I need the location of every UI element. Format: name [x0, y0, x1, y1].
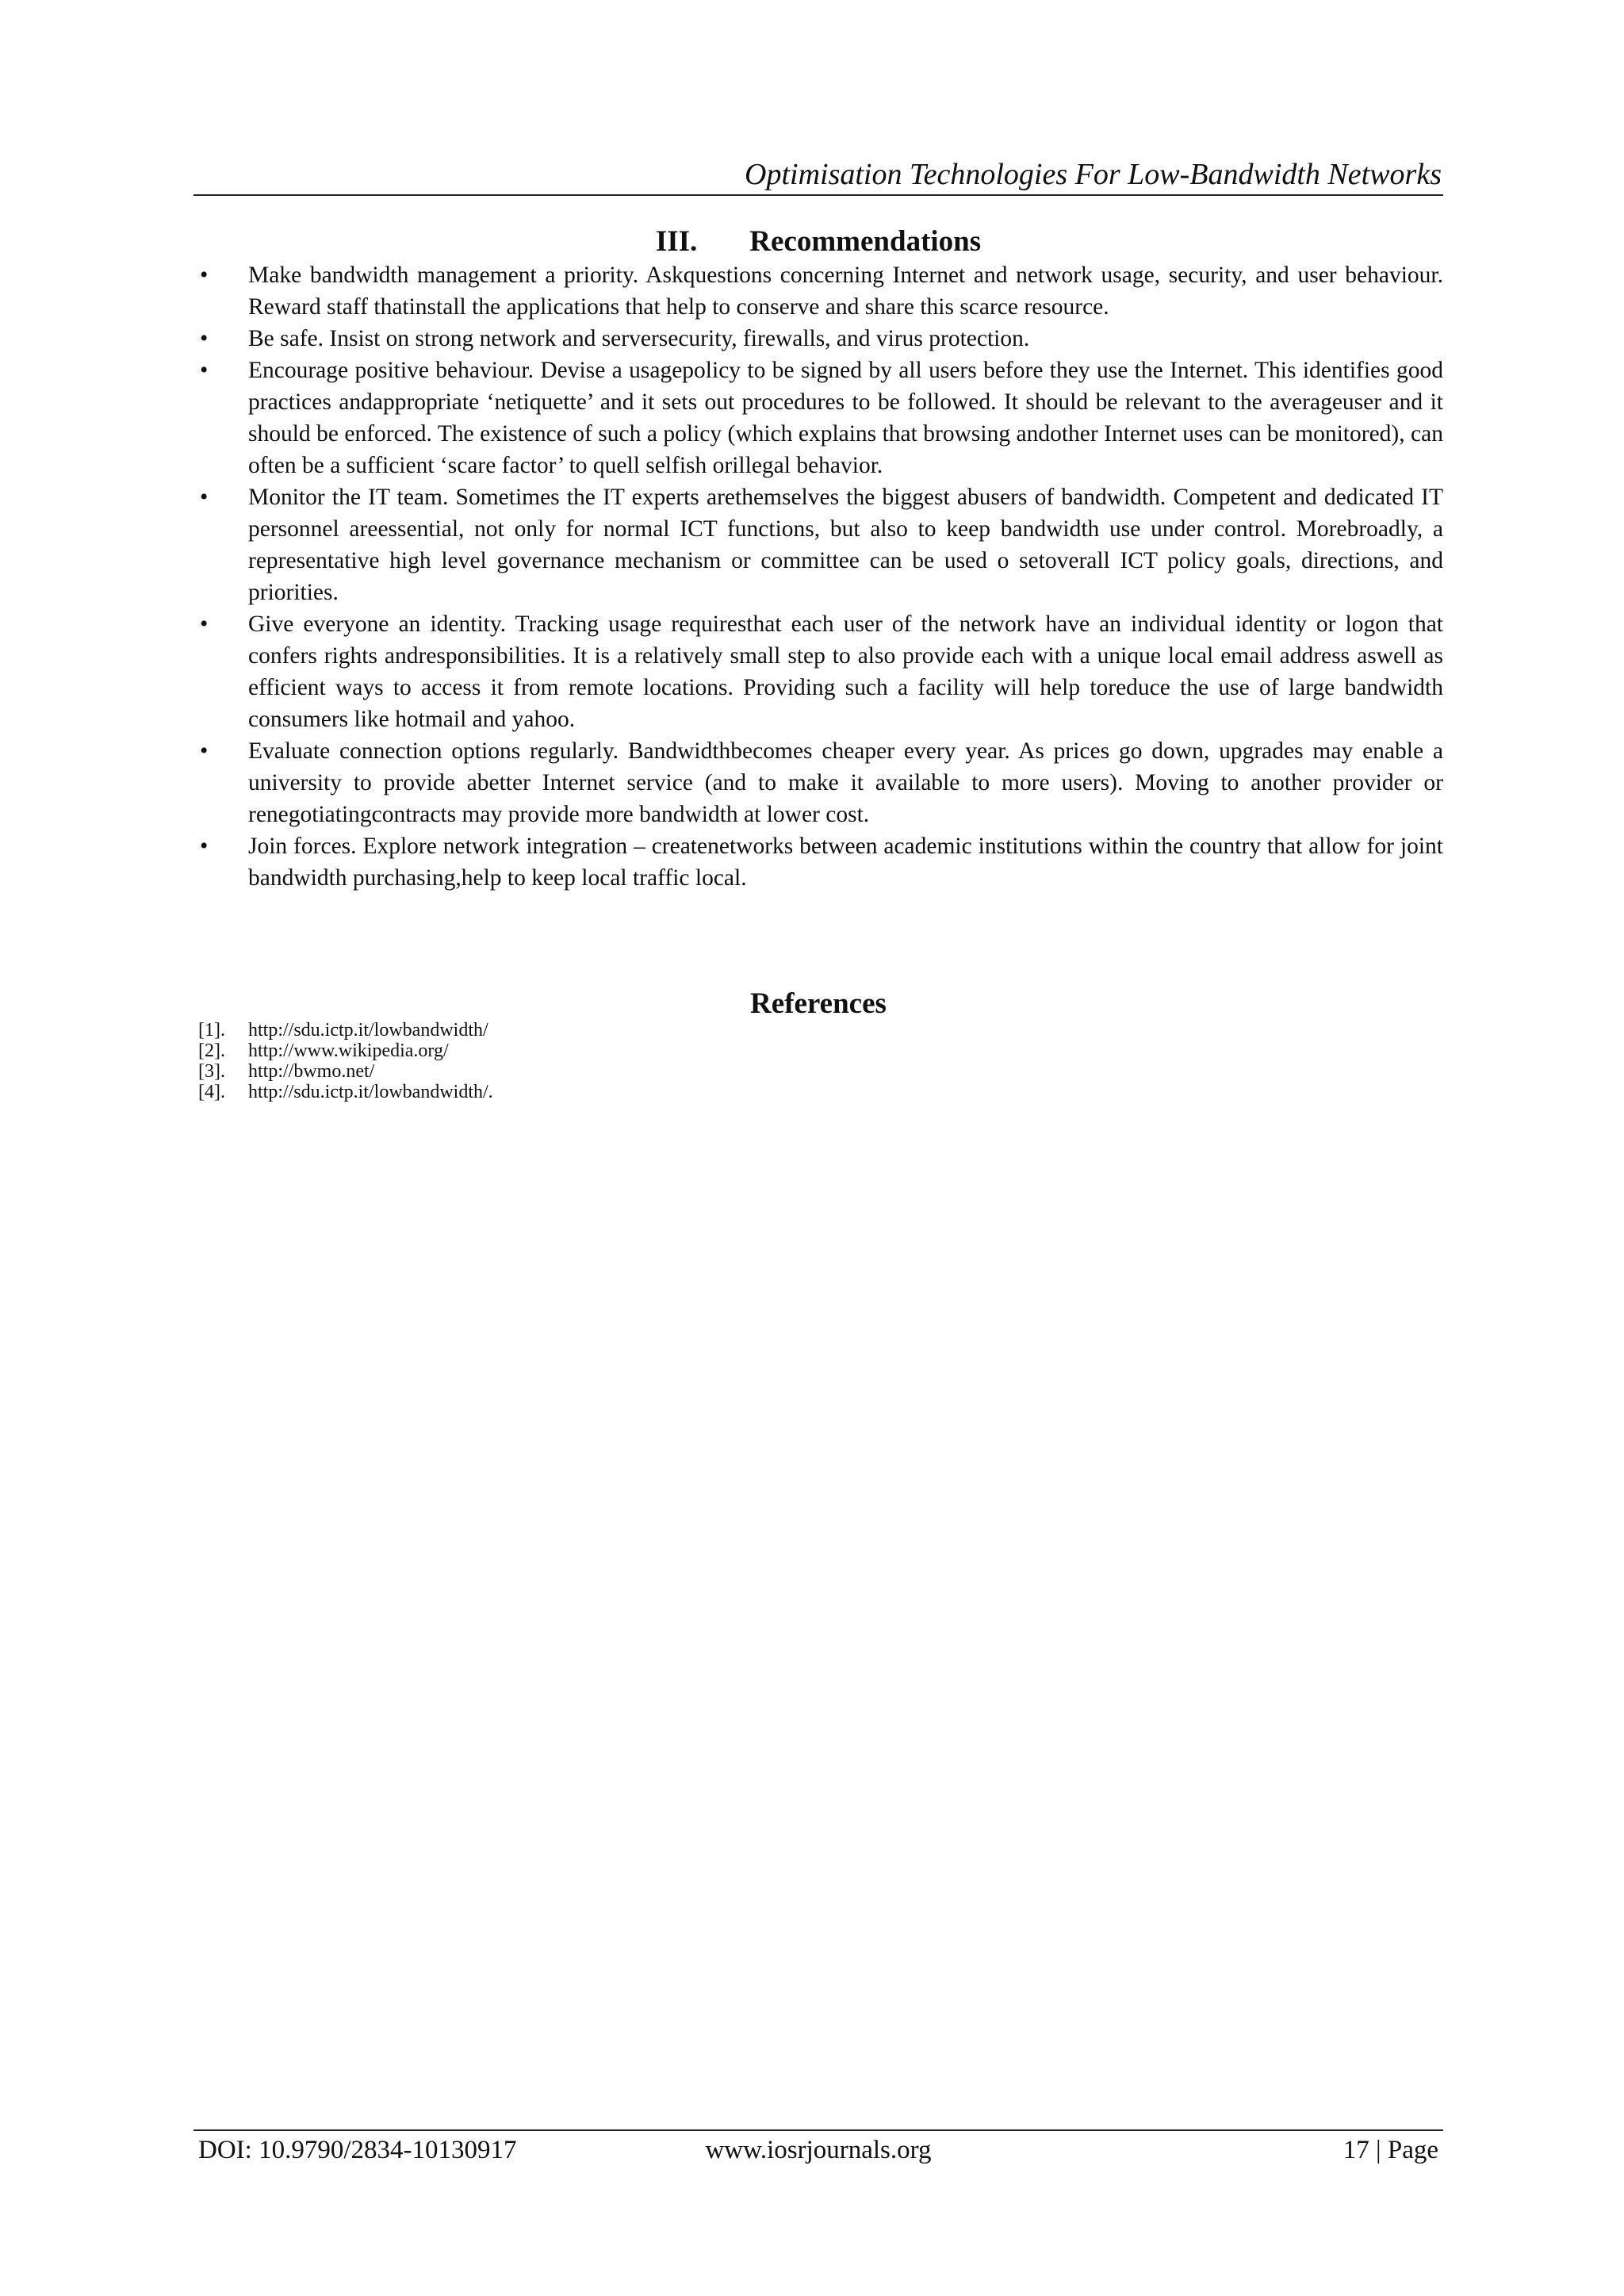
bullet-marker: • — [200, 263, 209, 288]
recommendation-item — [193, 830, 1443, 894]
bullet-marker: • — [200, 485, 209, 510]
references-heading: References — [750, 987, 887, 1020]
recommendation-item — [193, 355, 1443, 481]
recommendation-item — [193, 259, 1443, 323]
bullet-marker: • — [200, 738, 209, 764]
reference-item — [198, 1082, 493, 1102]
page-footer — [198, 2132, 1438, 2168]
recommendation-text: Encourage positive behaviour. Devise a usagepolicy to be signed by all users before they use the Internet. This identifies good practices andappropriate ‘netiquette’ and it sets out procedures to be followed. It should be relevant to the averageuser and it should be enforced. The existence of such a policy (which explains that browsing andother Internet uses can be monitored), can often be a sufficient ‘scare factor’ to quell selfish orillegal behavior. — [248, 358, 1443, 478]
reference-number: [4]. — [198, 1082, 225, 1102]
footer-website: www.iosrjournals.org — [705, 2136, 932, 2164]
footer-doi: DOI: 10.9790/2834-10130917 — [198, 2136, 517, 2164]
bullet-marker: • — [200, 834, 209, 859]
footer-page-number: 17 | Page — [1342, 2136, 1438, 2164]
footer-rule — [193, 2129, 1443, 2131]
recommendation-text: Make bandwidth management a priority. Askquestions concerning Internet and network usage, security, and user behaviour. Reward staff thatinstall the applications that help to conserve and share this scarce resource. — [248, 263, 1443, 320]
reference-item — [198, 1020, 493, 1041]
reference-number: [3]. — [198, 1061, 225, 1082]
section-title: Recommendations — [749, 225, 982, 258]
bullet-marker: • — [200, 326, 209, 351]
reference-link[interactable]: http://sdu.ictp.it/lowbandwidth/ — [248, 1020, 488, 1041]
reference-list — [198, 1020, 493, 1102]
recommendation-list — [193, 259, 1443, 894]
reference-number: [2]. — [198, 1041, 225, 1061]
section-heading — [193, 224, 1443, 260]
bullet-marker: • — [200, 611, 209, 637]
recommendation-item — [193, 608, 1443, 735]
recommendation-text: Evaluate connection options regularly. Bandwidthbecomes cheaper every year. As prices go down, upgrades may enable a university to provide abetter Internet service (and to make it available to more users). Moving to another provider or renegotiatingcontracts may provide more bandwidth at lower cost. — [248, 738, 1443, 827]
recommendation-item — [193, 481, 1443, 608]
reference-item — [198, 1061, 493, 1082]
bullet-marker: • — [200, 358, 209, 383]
reference-item — [198, 1041, 493, 1061]
recommendation-item — [193, 735, 1443, 830]
reference-link[interactable]: http://sdu.ictp.it/lowbandwidth/. — [248, 1082, 493, 1102]
header-rule — [193, 194, 1443, 196]
recommendation-text: Join forces. Explore network integration – createnetworks between academic institutions within the country that allow for joint bandwidth purchasing,help to keep local traffic local. — [248, 834, 1443, 891]
recommendation-text: Be safe. Insist on strong network and serversecurity, firewalls, and virus protection. — [248, 326, 1030, 351]
recommendation-text: Give everyone an identity. Tracking usage requiresthat each user of the network have an individual identity or logon that confers rights andresponsibilities. It is a relatively small step to also provide each with a unique local email address aswell as efficient ways to access it from remote locations. Providing such a facility will help toreduce the use of large bandwidth consumers like hotmail and yahoo. — [248, 611, 1443, 732]
reference-number: [1]. — [198, 1020, 225, 1041]
recommendation-text: Monitor the IT team. Sometimes the IT experts arethemselves the biggest abusers of bandwidth. Competent and dedicated IT personnel areessential, not only for normal ICT functions, but also to keep bandwidth use under control. Morebroadly, a representative high level governance mechanism or committee can be used o setoverall ICT policy goals, directions, and priorities. — [248, 485, 1443, 605]
reference-link[interactable]: http://www.wikipedia.org/ — [248, 1041, 449, 1061]
reference-link[interactable]: http://bwmo.net/ — [248, 1061, 375, 1082]
recommendation-item — [193, 323, 1443, 355]
section-number: III. — [655, 225, 698, 258]
running-header: Optimisation Technologies For Low-Bandwidth Networks — [745, 158, 1442, 191]
